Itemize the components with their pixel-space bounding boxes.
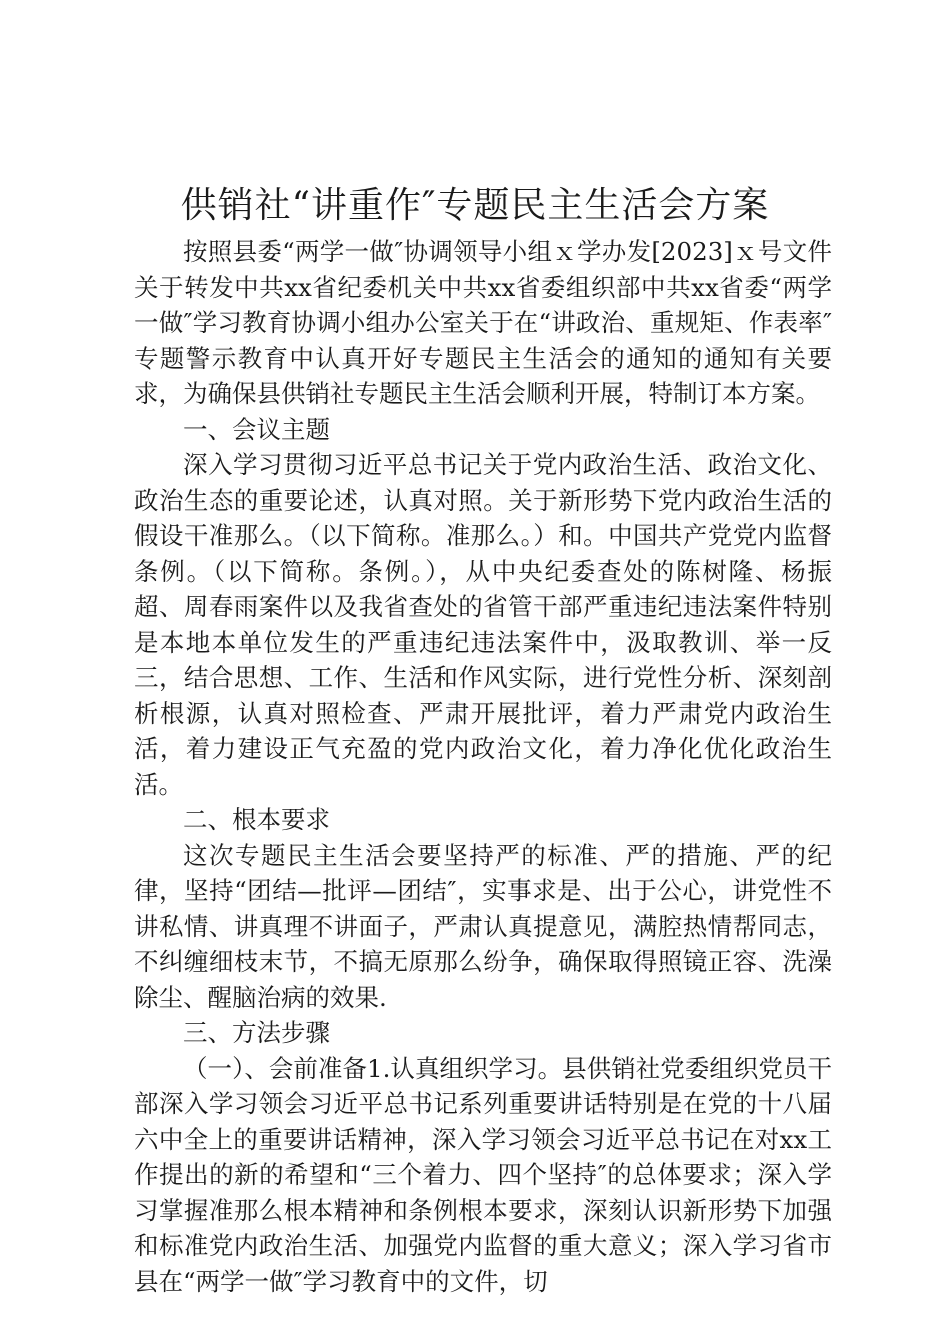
section-heading-2: 二、根本要求 bbox=[183, 805, 330, 834]
section-heading-1: 一、会议主题 bbox=[183, 414, 330, 444]
section-heading-3: 三、方法步骤 bbox=[183, 1018, 330, 1047]
document-title: 供销社“讲重作″专题民主生活会方案 bbox=[180, 185, 770, 226]
section-2-paragraph: 这次专题民主生活会要坚持严的标准、严的措施、严的纪律，坚持“团结—批评—团结″，实事求是、出于公心，讲党性不讲私情、讲真理不讲面子，严肃认真提意见，满腔热情帮同志，不纠缠细枝末节，不搞无原那么纷争，确保取得照镜正容、洗澡除尘、醒脑治病的效果. bbox=[134, 840, 832, 1012]
section-1-paragraph: 深入学习贯彻习近平总书记关于党内政治生活、政治文化、政治生态的重要论述，认真对照。关于新形势下党内政治生活的假设干准那么。（以下简称。准那么。）和。中国共产党党内监督条例。（以下简称。条例。），从中央纪委查处的陈树隆、杨振超、周春雨案件以及我省查处的省管干部严重违纪违法案件特别是本地本单位发生的严重违纪违法案件中，汲取教训、举一反三，结合思想、工作、生活和作风实际，进行党性分析、深刻剖析根源，认真对照检查、严肃开展批评，着力严肃党内政治生活，着力建设正气充盈的党内政治文化，着力净化优化政治生活。 bbox=[134, 450, 832, 799]
intro-paragraph: 按照县委“两学一做″协调领导小组ｘ学办发[2023]ｘ号文件关于转发中共xx省纪委机关中共xx省委组织部中共xx省委“两学一做″学习教育协调小组办公室关于在“讲政治、重规矩、作表率″专题警示教育中认真开好专题民主生活会的通知的通知有关要求，为确保县供销社专题民主生活会顺利开展，特制订本方案。 bbox=[134, 237, 832, 408]
document-body bbox=[134, 234, 832, 1299]
section-3-paragraph: （一）、会前准备1.认真组织学习。县供销社党委组织党员干部深入学习领会习近平总书记系列重要讲话特别是在党的十八届六中全上的重要讲话精神，深入学习领会习近平总书记在对xx工作提出的新的希望和“三个着力、四个坚持″的总体要求；深入学习掌握准那么根本精神和条例根本要求，深刻认识新形势下加强和标准党内政治生活、加强党内监督的重大意义；深入学习省市县在“两学一做″学习教育中的文件，切 bbox=[134, 1053, 832, 1296]
